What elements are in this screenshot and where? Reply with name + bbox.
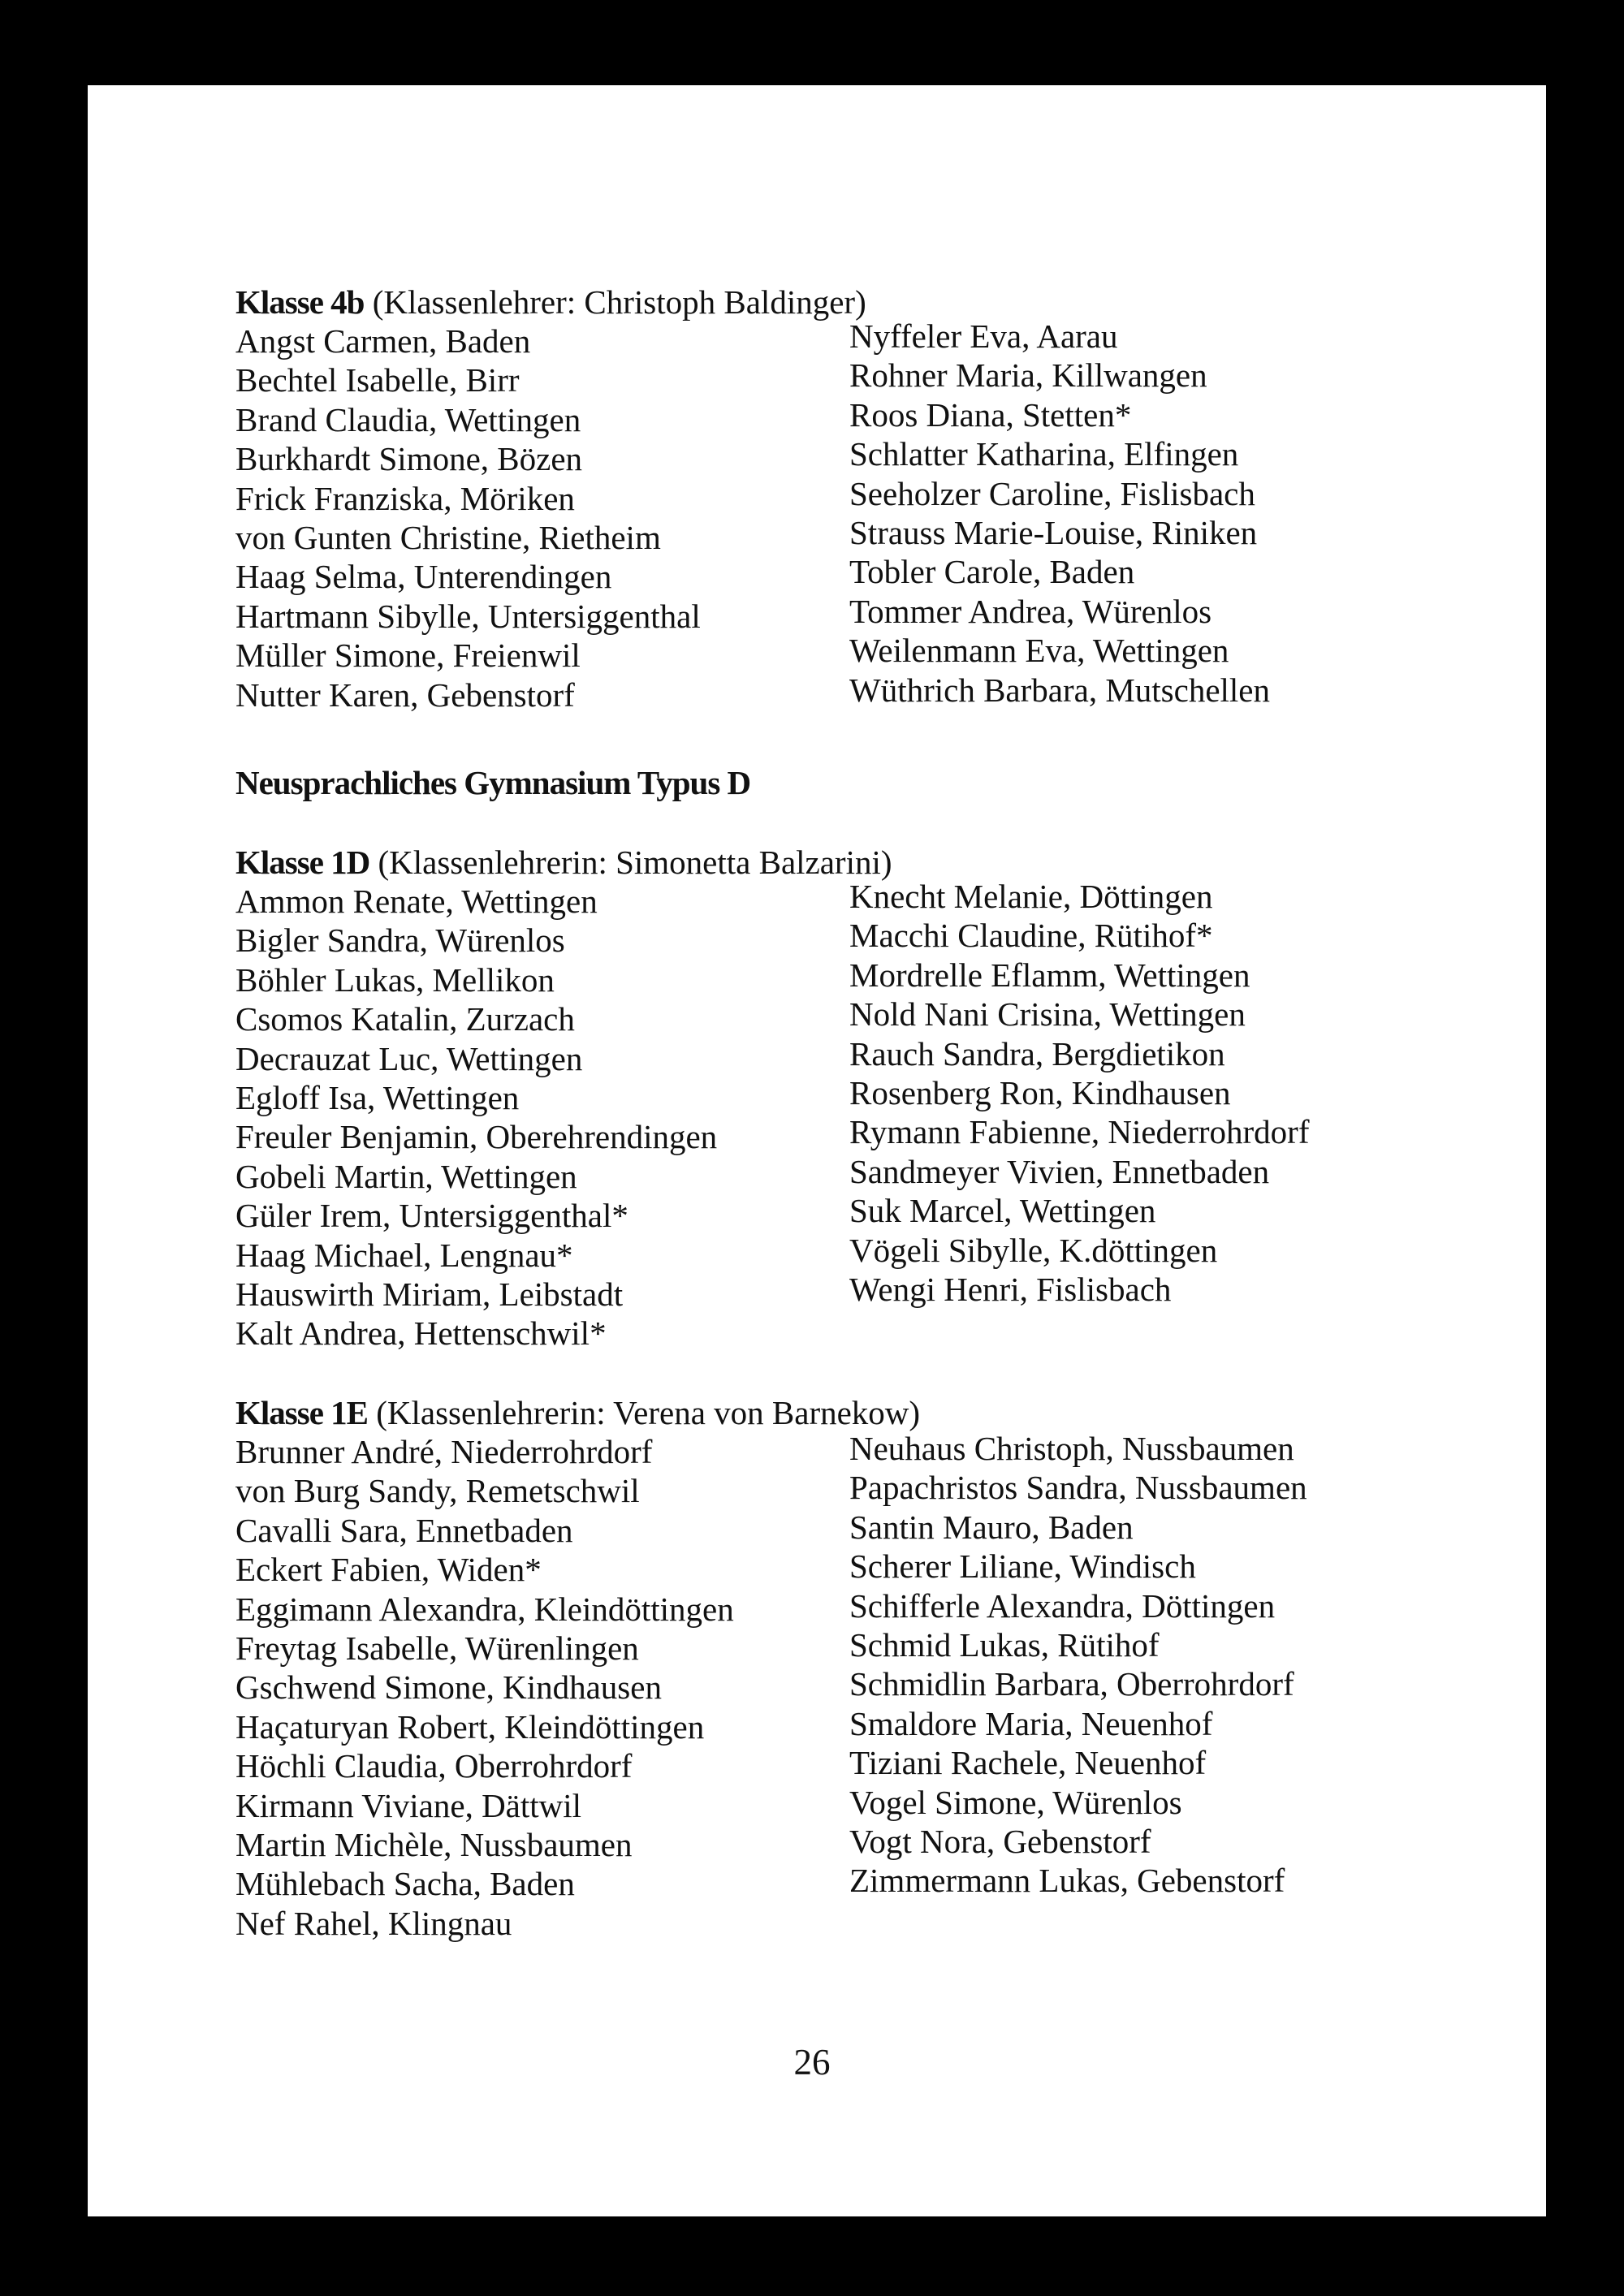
- student-entry: Haag Michael, Lengnau*: [235, 1236, 573, 1274]
- student-entry: Scherer Liliane, Windisch: [849, 1547, 1196, 1586]
- student-entry: Zimmermann Lukas, Gebenstorf: [849, 1862, 1285, 1900]
- student-entry: Martin Michèle, Nussbaumen: [235, 1825, 633, 1863]
- student-entry: Smaldore Maria, Neuenhof: [849, 1704, 1213, 1742]
- student-entry: Güler Irem, Untersiggenthal*: [235, 1197, 628, 1235]
- section-klasse-4b: [235, 283, 1437, 714]
- student-entry: Nutter Karen, Gebenstorf: [235, 675, 575, 714]
- class-label: Klasse 4b: [235, 283, 365, 321]
- student-entry: Tobler Carole, Baden: [849, 553, 1135, 591]
- student-entry: Neuhaus Christoph, Nussbaumen: [849, 1430, 1294, 1467]
- student-column-right: [849, 1429, 1307, 1901]
- student-entry: Nold Nani Crisina, Wettingen: [849, 995, 1246, 1034]
- student-entry: Bigler Sandra, Würenlos: [235, 921, 565, 960]
- student-column-left: [235, 882, 717, 1353]
- student-entry: Macchi Claudine, Rütihof*: [849, 917, 1213, 955]
- student-entry: Freytag Isabelle, Würenlingen: [235, 1629, 639, 1667]
- student-entry: Schmidlin Barbara, Oberrohrdorf: [849, 1665, 1294, 1703]
- student-entry: Vogt Nora, Gebenstorf: [849, 1822, 1151, 1860]
- student-entry: Brand Claudia, Wettingen: [235, 400, 581, 438]
- student-entry: Gschwend Simone, Kindhausen: [235, 1668, 662, 1707]
- student-entry: von Burg Sandy, Remetschwil: [235, 1472, 640, 1510]
- student-entry: Brunner André, Niederrohrdorf: [235, 1433, 653, 1470]
- student-entry: Gobeli Martin, Wettingen: [235, 1157, 577, 1195]
- student-entry: Nyffeler Eva, Aarau: [849, 317, 1118, 355]
- student-entry: Haag Selma, Unterendingen: [235, 558, 612, 596]
- student-entry: Schlatter Katharina, Elfingen: [849, 435, 1239, 473]
- student-entry: Vögeli Sibylle, K.döttingen: [849, 1231, 1218, 1269]
- student-entry: Nef Rahel, Klingnau: [235, 1904, 512, 1942]
- student-entry: Wüthrich Barbara, Mutschellen: [849, 671, 1271, 709]
- student-entry: Freuler Benjamin, Oberehrendingen: [235, 1118, 718, 1156]
- section-klasse-1e: [235, 1393, 1437, 1942]
- section-klasse-1d: [235, 843, 1437, 1353]
- student-column-right: [849, 877, 1310, 1309]
- student-entry: Rauch Sandra, Bergdietikon: [849, 1034, 1225, 1072]
- class-teacher: (Klassenlehrer: Christoph Baldinger): [372, 283, 866, 321]
- student-entry: Hauswirth Miriam, Leibstadt: [235, 1275, 624, 1313]
- page-number: 26: [793, 2042, 831, 2082]
- student-column-left: [235, 322, 701, 714]
- student-entry: Tiziani Rachele, Neuenhof: [849, 1744, 1207, 1782]
- student-entry: Knecht Melanie, Döttingen: [849, 878, 1213, 915]
- student-entry: Tommer Andrea, Würenlos: [849, 592, 1212, 630]
- student-entry: Höchli Claudia, Oberrohrdorf: [235, 1747, 633, 1785]
- student-entry: Rohner Maria, Killwangen: [849, 356, 1207, 395]
- student-entry: Kirmann Viviane, Dättwil: [235, 1786, 582, 1824]
- student-entry: Burkhardt Simone, Bözen: [235, 440, 583, 478]
- class-teacher: (Klassenlehrerin: Simonetta Balzarini): [378, 844, 892, 881]
- student-entry: Csomos Katalin, Zurzach: [235, 1000, 575, 1038]
- student-entry: Seeholzer Caroline, Fislisbach: [849, 474, 1255, 512]
- student-column-right: [849, 317, 1270, 710]
- class-heading: [235, 843, 1437, 882]
- student-entry: Vogel Simone, Würenlos: [849, 1783, 1182, 1821]
- student-entry: Weilenmann Eva, Wettingen: [849, 632, 1229, 670]
- student-entry: Angst Carmen, Baden: [235, 322, 531, 360]
- student-entry: Wengi Henri, Fislisbach: [849, 1270, 1172, 1308]
- student-entry: Haçaturyan Robert, Kleindöttingen: [235, 1707, 705, 1746]
- student-entry: Hartmann Sibylle, Untersiggenthal: [235, 597, 701, 635]
- student-entry: Schmid Lukas, Rütihof: [849, 1625, 1160, 1664]
- student-entry: Rymann Fabienne, Niederrohrdorf: [849, 1113, 1310, 1151]
- student-entry: Kalt Andrea, Hettenschwil*: [235, 1314, 607, 1353]
- student-entry: Strauss Marie-Louise, Riniken: [849, 513, 1258, 551]
- class-label: Klasse 1E: [235, 1394, 368, 1431]
- student-entry: Böhler Lukas, Mellikon: [235, 960, 555, 999]
- class-heading: [235, 1393, 1437, 1432]
- student-entry: Cavalli Sara, Ennetbaden: [235, 1511, 573, 1549]
- student-column-left: [235, 1432, 734, 1943]
- student-entry: Eckert Fabien, Widen*: [235, 1551, 542, 1589]
- student-entry: Santin Mauro, Baden: [849, 1508, 1134, 1546]
- student-entry: Schifferle Alexandra, Döttingen: [849, 1586, 1276, 1625]
- student-entry: Roos Diana, Stetten*: [849, 395, 1132, 434]
- student-entry: Papachristos Sandra, Nussbaumen: [849, 1469, 1307, 1507]
- student-entry: Müller Simone, Freienwil: [235, 637, 581, 675]
- student-entry: Eggimann Alexandra, Kleindöttingen: [235, 1590, 734, 1628]
- class-label: Klasse 1D: [235, 844, 370, 881]
- student-entry: Frick Franziska, Möriken: [235, 479, 575, 517]
- student-entry: von Gunten Christine, Rietheim: [235, 518, 661, 556]
- student-entry: Mühlebach Sacha, Baden: [235, 1865, 575, 1903]
- class-teacher: (Klassenlehrerin: Verena von Barnekow): [376, 1394, 921, 1431]
- student-entry: Egloff Isa, Wettingen: [235, 1078, 520, 1116]
- section-title-typus-d: Neusprachliches Gymnasium Typus D: [235, 764, 751, 801]
- student-entry: Bechtel Isabelle, Birr: [235, 361, 520, 399]
- student-entry: Ammon Renate, Wettingen: [235, 883, 598, 920]
- class-heading: [235, 283, 1437, 322]
- student-entry: Rosenberg Ron, Kindhausen: [849, 1073, 1231, 1111]
- student-entry: Mordrelle Eflamm, Wettingen: [849, 956, 1250, 994]
- student-entry: Sandmeyer Vivien, Ennetbaden: [849, 1152, 1270, 1190]
- student-entry: Decrauzat Luc, Wettingen: [235, 1039, 583, 1077]
- student-entry: Suk Marcel, Wettingen: [849, 1192, 1156, 1230]
